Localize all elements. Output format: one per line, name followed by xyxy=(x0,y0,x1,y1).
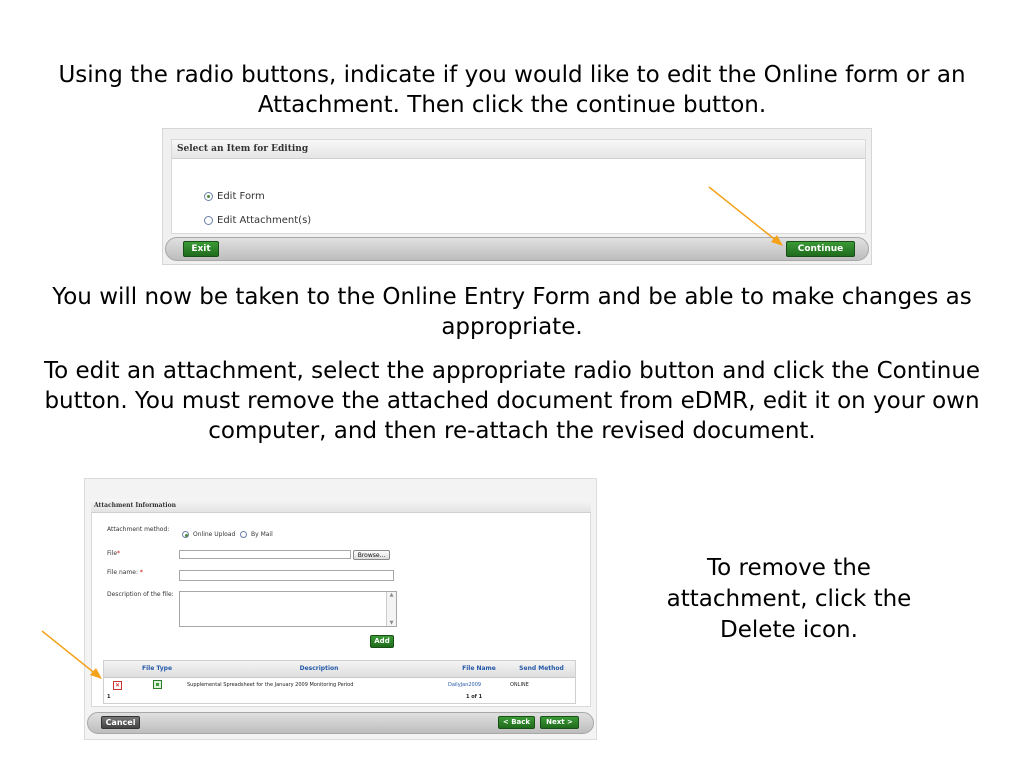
col-description: Description xyxy=(299,665,339,672)
attachment-panel-title: Attachment Information xyxy=(91,499,591,513)
edit-selection-screenshot xyxy=(162,128,872,265)
instruction-edit-attachment: To edit an attachment, select the appropriate radio button and click the Continue button. You must remove the attached document from eDMR, edit it on your own computer, and then re-attach the revised document. xyxy=(43,358,981,444)
option-edit-form-label: Edit Form xyxy=(217,191,265,202)
exit-button[interactable]: Exit xyxy=(183,241,219,257)
attachment-action-bar xyxy=(87,712,594,734)
back-button[interactable]: < Back xyxy=(498,716,535,729)
scroll-down-icon[interactable]: ▼ xyxy=(389,620,394,626)
scroll-up-icon[interactable]: ▲ xyxy=(389,592,394,598)
method-by-mail[interactable] xyxy=(240,531,273,538)
table-header xyxy=(104,661,575,678)
instruction-online-form: You will now be taken to the Online Entry Form and be able to make changes as appropriate. xyxy=(52,284,972,340)
file-label: File* xyxy=(107,550,121,557)
option-edit-attachments[interactable] xyxy=(204,215,311,226)
file-name-label: File name: * xyxy=(107,569,143,576)
method-online-upload-label: Online Upload xyxy=(193,531,236,538)
description-scrollbar[interactable] xyxy=(386,592,396,626)
attachment-table xyxy=(103,660,576,704)
file-type-icon xyxy=(153,680,162,689)
table-footer-count: 1 xyxy=(107,694,111,700)
add-button[interactable]: Add xyxy=(370,635,394,648)
edit-selection-panel xyxy=(171,139,866,234)
continue-button[interactable]: Continue xyxy=(786,241,855,257)
method-online-upload[interactable] xyxy=(182,531,235,538)
option-edit-form[interactable] xyxy=(204,191,265,202)
instruction-radio-buttons: Using the radio buttons, indicate if you would like to edit the Online form or an Attachment. Then click the continue button. xyxy=(58,62,966,118)
attachment-screenshot xyxy=(84,478,597,740)
browse-button[interactable]: Browse... xyxy=(353,550,390,560)
instruction-delete-attachment: To remove the attachment, click the Delete icon. xyxy=(666,555,912,643)
row-description: Supplemental Spreadsheet for the January 2009 Monitoring Period xyxy=(187,682,354,688)
panel-title: Select an Item for Editing xyxy=(172,140,865,159)
table-pager: 1 of 1 xyxy=(466,694,483,700)
cancel-button[interactable]: Cancel xyxy=(101,716,140,729)
radio-edit-attachments[interactable] xyxy=(204,216,213,225)
row-send-method: ONLINE xyxy=(510,682,529,688)
file-name-input[interactable] xyxy=(179,570,394,581)
method-by-mail-label: By Mail xyxy=(251,531,273,538)
radio-online-upload[interactable] xyxy=(182,531,189,538)
action-bar xyxy=(165,237,869,261)
next-button[interactable]: Next > xyxy=(540,716,579,729)
col-file-name: File Name xyxy=(462,665,496,672)
radio-edit-form[interactable] xyxy=(204,192,213,201)
file-input[interactable] xyxy=(179,550,351,559)
attachment-method-label: Attachment method: xyxy=(107,526,170,533)
col-file-type: File Type xyxy=(141,665,173,672)
delete-icon[interactable]: ✕ xyxy=(114,682,121,689)
col-send-method: Send Method xyxy=(519,665,564,672)
description-textarea[interactable] xyxy=(179,591,397,627)
option-edit-attachments-label: Edit Attachment(s) xyxy=(217,215,312,226)
radio-by-mail[interactable] xyxy=(240,531,247,538)
row-file-name-link[interactable]: DailyJan2009 xyxy=(448,682,482,688)
description-label: Description of the file: xyxy=(107,591,174,598)
